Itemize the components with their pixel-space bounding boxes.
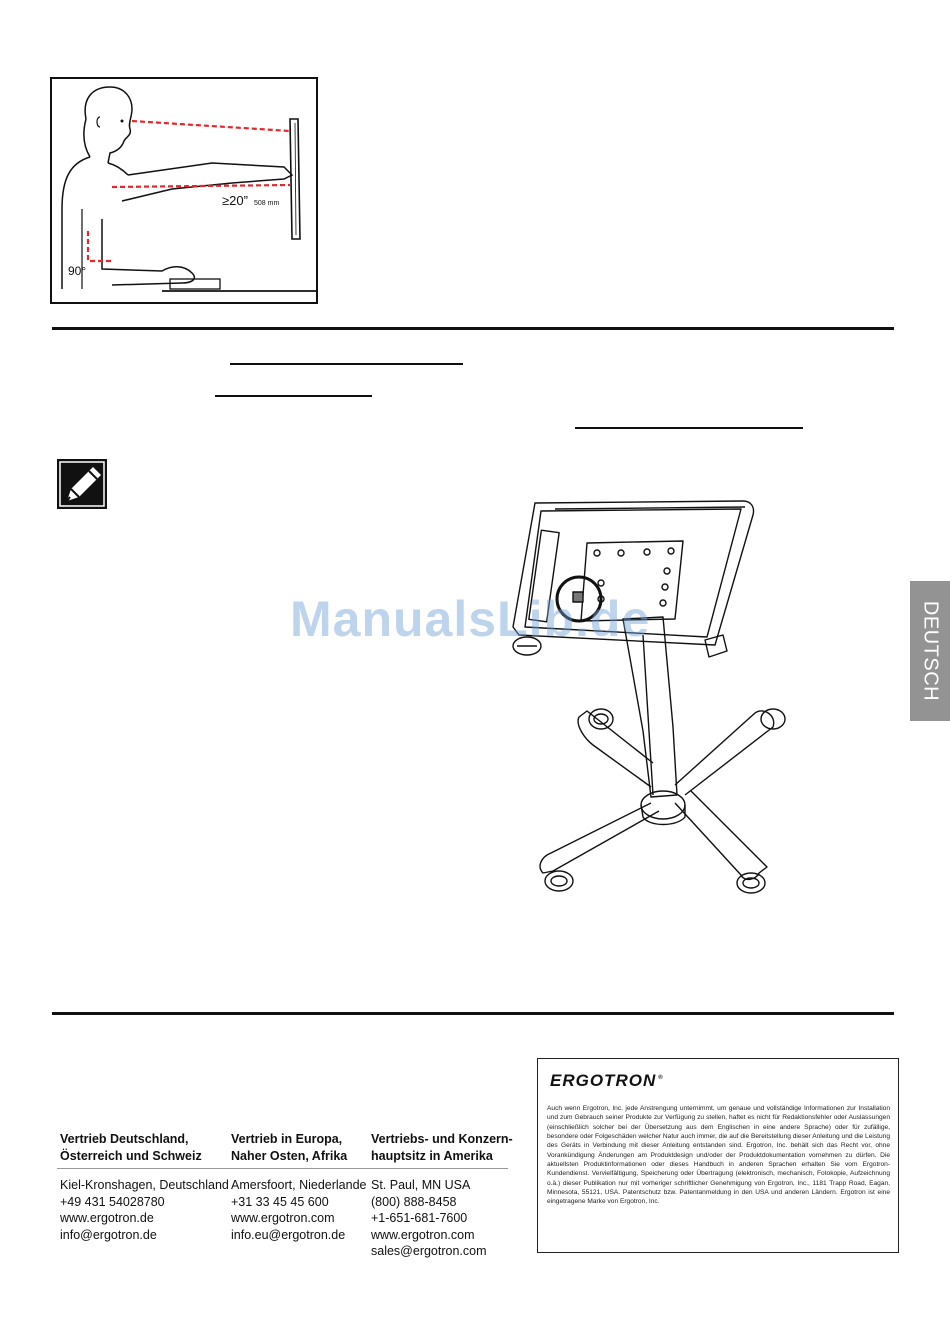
contact-phone: +49 431 54028780	[60, 1194, 165, 1209]
seated-user-illustration	[52, 79, 316, 302]
underline-2	[215, 395, 372, 397]
underline-1	[230, 363, 463, 365]
language-tab	[910, 581, 950, 721]
contact-column-americas	[371, 1131, 513, 1260]
contact-details	[231, 1177, 366, 1243]
watermark: ManualsLib.de	[290, 591, 651, 647]
section-divider-bottom	[52, 1012, 894, 1015]
disclaimer-text: Auch wenn Ergotron, Inc. jede Anstrengung unternimmt, um genaue und vollständige Informationen zur Installation und zum Gebrauch seiner Produkte zur Verfügung zu stellen, haftet es nicht für Redaktionsfehler oder Auslassungen (einschließlich solcher bei der Übersetzung aus dem Englischen in eine andere Sprache) oder für zufällige, besondere oder Folgeschäden welcher Natur auch immer, die auf die Bereitstellung dieser Anleitung und die Leistung des Geräts in Verbindung mit dieser Anleitung entstanden sind. Ergotron, Inc. behält sich das Recht vor, ohne Vorankündigung Änderungen am Produktdesign und/oder der Produktdokumentation vornehmen zu dürfen. Die aktuellsten Produktinformationen oder dieses Handbuch in anderen Sprachen erhalten Sie vom Ergotron-Kundendienst. Vervielfältigung, Speicherung oder Übertragung (elektronisch, mechanisch, Fotokopie, Aufzeichnung o.ä.) dieser Publikation nur mit vorheriger schriftlicher Genehmigung von Ergotron, Inc., 1181 Trapp Road, Eagan, Minnesota, 55121, USA. Patentschutz bzw. Patentanmeldung in den USA und anderen Ländern. Ergotron ist eine eingetragene Marke von Ergotron, Inc.	[547, 1105, 890, 1206]
contact-phone: (800) 888-8458	[371, 1194, 457, 1209]
pencil-note-icon	[57, 459, 107, 509]
disclaimer-box	[537, 1058, 899, 1253]
contact-website[interactable]: www.ergotron.com	[371, 1227, 475, 1242]
angle-label: 90°	[68, 264, 87, 278]
distance-label: ≥20”	[222, 193, 248, 208]
contact-details	[60, 1177, 229, 1243]
contact-heading: Vertrieb in Europa, Naher Osten, Afrika	[231, 1132, 348, 1163]
ergotron-logo: ERGOTRON ®	[550, 1071, 664, 1090]
contact-email[interactable]: info@ergotron.de	[60, 1227, 157, 1242]
underline-3	[575, 427, 803, 429]
section-divider-top	[52, 327, 894, 330]
ergonomics-figure	[50, 77, 318, 304]
contact-email[interactable]: info.eu@ergotron.de	[231, 1227, 346, 1242]
contact-location: Kiel-Kronshagen, Deutschland	[60, 1178, 229, 1192]
contact-heading: Vertrieb Deutschland, Österreich und Schweiz	[60, 1132, 202, 1163]
contact-phone: +31 33 45 45 600	[231, 1194, 329, 1209]
contact-column-germany	[60, 1131, 229, 1243]
contact-website[interactable]: www.ergotron.com	[231, 1211, 335, 1225]
contact-phone-alt: +1-651-681-7600	[371, 1211, 468, 1225]
contact-details	[371, 1177, 513, 1260]
contact-location: St. Paul, MN USA	[371, 1178, 471, 1192]
contact-heading: Vertriebs- und Konzern- hauptsitz in Amerika	[371, 1132, 513, 1163]
language-tab-label: DEUTSCH	[919, 600, 942, 702]
mobile-tablet-cart-illustration	[505, 495, 790, 910]
contact-column-europe	[231, 1131, 366, 1243]
contact-email[interactable]: sales@ergotron.com	[371, 1244, 487, 1258]
distance-unit: 508 mm	[254, 200, 280, 207]
contact-location: Amersfoort, Niederlande	[231, 1178, 367, 1192]
contact-website[interactable]: www.ergotron.de	[60, 1211, 154, 1225]
contact-separator	[57, 1168, 508, 1169]
